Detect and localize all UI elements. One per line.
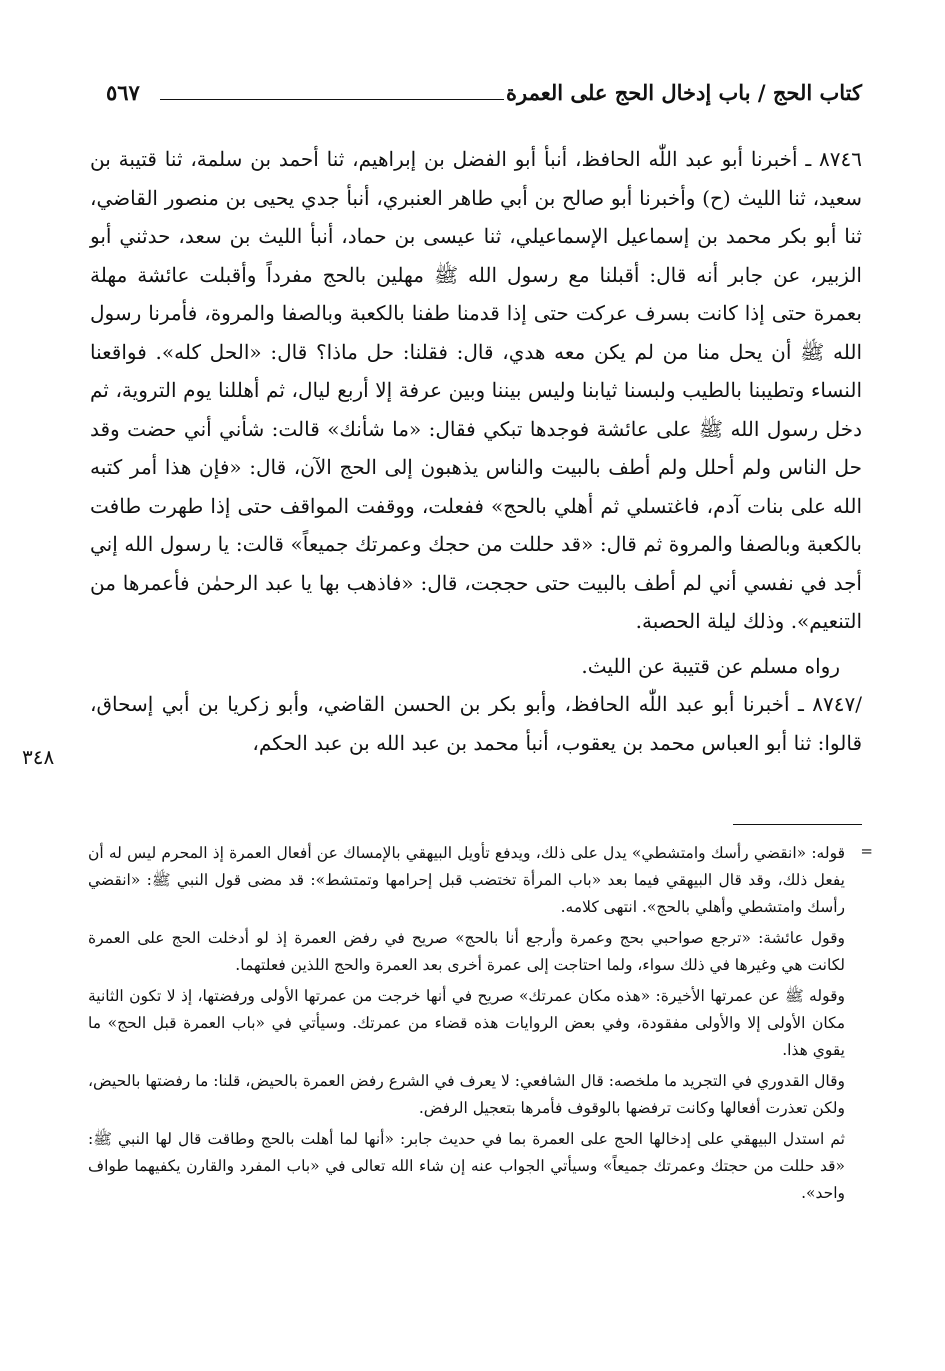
footnote-paragraph: ثم استدل البيهقي على إدخالها الحج على العمرة بما في حديث جابر: «أنها لما أهلت بالحج وطاقت قال لها النبي ﷺ: «قد حللت من حجتك وعمرتك جميعاً» وسيأتي الجواب عنه إن شاء الله تعالى في «باب المفرد والقارن يكفيهما طواف واحد».	[88, 1130, 845, 1202]
footnote-paragraph: قوله: «انقضي رأسك وامتشطي» يدل على ذلك، ويدفع تأويل البيهقي بالإمساك عن أفعال العمرة إذ المحرم ليس له أن يفعل ذلك، وقد قال البيهقي فيما بعد «باب المرأة تختضب قبل إحرامها وتمتشط»: قد مضى قول النبي ﷺ: «انقضي رأسك وامتشطي وأهلي بالحج». انتهى كلامه.	[88, 844, 845, 916]
running-header	[106, 78, 862, 114]
hadith-8747: /٨٧٤٧ ـ أخبرنا أبو عبد اللّٰه الحافظ، وأبو بكر بن الحسن القاضي، وأبو زكريا بن أبي إسحاق، قالوا: ثنا أبو العباس محمد بن يعقوب، أنبأ محمد بن عبد الله بن عبد الحكم،	[90, 692, 862, 755]
hadith-8746: ٨٧٤٦ ـ أخبرنا أبو عبد اللّٰه الحافظ، أنبأ أبو الفضل بن إبراهيم، ثنا أحمد بن سلمة، ثنا قتيبة بن سعيد، ثنا الليث (ح) وأخبرنا أبو صالح بن أبي طاهر العنبري، أنبأ جدي يحيى بن منصور القاضي، ثنا أبو بكر محمد بن إسماعيل الإسماعيلي، ثنا عيسى بن حماد، أنبأ الليث بن سعد، حدثني أبو الزبير، عن جابر أنه قال: أقبلنا مع رسول الله ﷺ مهلين بالحج مفرداً وأقبلت عائشة مهلة بعمرة حتى إذا كانت بسرف عركت حتى إذا قدمنا طفنا بالكعبة وبالصفا والمروة، فأمرنا رسول الله ﷺ أن يحل منا من لم يكن معه هدي، قال: فقلنا: حل ماذا؟ قال: «الحل كله». فواقعنا النساء وتطيبنا بالطيب ولبسنا ثيابنا وليس بيننا وبين عرفة إلا أربع ليال، ثم أهللنا يوم التروية، ثم دخل رسول الله ﷺ على عائشة فوجدها تبكي فقال: «ما شأنك» قالت: شأني أني حضت وقد حل الناس ولم أحلل ولم أطف بالبيت والناس يذهبون إلى الحج الآن، قال: «فإن هذا أمر كتبه الله على بنات آدم، فاغتسلي ثم أهلي بالحج» ففعلت، ووقفت المواقف حتى إذا طهرت طافت بالكعبة وبالصفا والمروة ثم قال: «قد حللت من حجك وعمرتك جميعاً» قالت: يا رسول الله إني أجد في نفسي أني لم أطف بالبيت حتى حججت، قال: «فاذهب بها يا عبد الرحمٰن فأعمرها من التنعيم». وذلك ليلة الحصبة.	[90, 147, 863, 633]
header-rule	[160, 99, 504, 100]
footnote-paragraph: وقال القدوري في التجريد ما ملخصه: قال الشافعي: لا يعرف في الشرع رفض العمرة بالحيض، قلنا: ما رفضتها بالحيض، ولكن تعذرت أفعالها وكانت ترفضها بالوقوف فأمرها بتعجيل الرفض.	[88, 1072, 845, 1117]
footnote-separator	[733, 824, 862, 825]
main-text	[90, 140, 862, 762]
chapter-title: كتاب الحج / باب إدخال الحج على العمرة	[506, 80, 862, 105]
continuation-marker: =	[860, 842, 873, 860]
footnote-paragraph: وقول عائشة: «ترجع صواحبي بحج وعمرة وأرجع أنا بالحج» صريح في رفض العمرة إذ لو أدخلت الحج على العمرة لكانت هي وغيرها في ذلك سواء، ولما احتاجت إلى عمرة أخرى بعد العمرة والحج اللذين فعلتهما.	[88, 929, 845, 974]
riwaya-line: رواه مسلم عن قتيبة عن الليث.	[581, 653, 840, 678]
page-number: ٥٦٧	[106, 80, 140, 105]
footnote-paragraph: وقوله ﷺ عن عمرتها الأخيرة: «هذه مكان عمرتك» صريح في أنها خرجت من عمرتها الأولى ورفضتها، إذ لا تكون الثانية مكان الأولى إلا والأولى مفقودة، وفي بعض الروايات هذه قضاء من عمرتك. وسيأتي في «باب العمرة قبل الحج» ما يقوي هذا.	[88, 987, 845, 1059]
marginal-volume-page: ٣٤٨	[22, 745, 55, 769]
footnotes	[88, 840, 873, 1211]
